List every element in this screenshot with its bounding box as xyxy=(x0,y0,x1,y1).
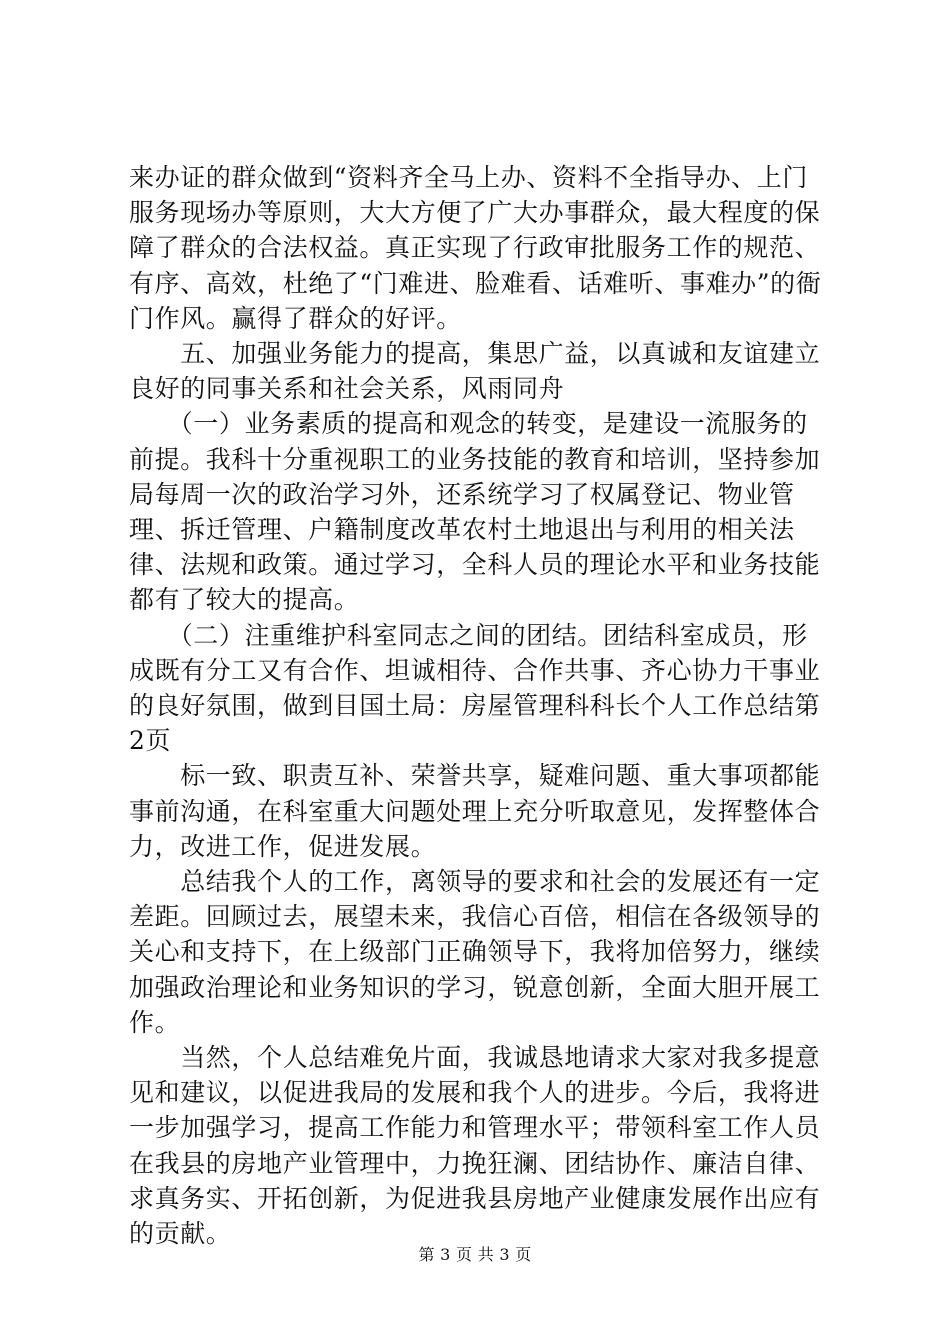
paragraph-7: 当然，个人总结难免片面，我诚恳地请求大家对我多提意见和建议，以促进我局的发展和我个人的进步。今后，我将进一步加强学习，提高工作能力和管理水平；带领科室工作人员在我县的房地产业管理中，力挽狂澜、团结协作、廉洁自律、求真务实、开拓创新，为促进我县房地产业健康发展作出应有的贡献。 xyxy=(129,1043,821,1249)
paragraph-3: （一）业务素质的提高和观念的转变，是建设一流服务的前提。我科十分重视职工的业务技能的教育和培训，坚持参加局每周一次的政治学习外，还系统学习了权属登记、物业管理、拆迁管理、户籍制度改革农村土地退出与利用的相关法律、法规和政策。通过学习，全科人员的理论水平和业务技能都有了较大的提高。 xyxy=(129,409,821,615)
document-body xyxy=(129,160,833,1251)
paragraph-1: 来办证的群众做到“资料齐全马上办、资料不全指导办、上门服务现场办等原则，大大方便了广大办事群众，最大程度的保障了群众的合法权益。真正实现了行政审批服务工作的规范、有序、高效，杜绝了“门难进、脸难看、话难听、事难办”的衙门作风。赢得了群众的好评。 xyxy=(129,163,822,333)
paragraph-5: 标一致、职责互补、荣誉共享，疑难问题、重大事项都能事前沟通，在科室重大问题处理上充分听取意见，发挥整体合力，改进工作，促进发展。 xyxy=(129,761,821,861)
paragraph-4: （二）注重维护科室同志之间的团结。团结科室成员，形成既有分工又有合作、坦诚相待、合作共事、齐心协力干事业的良好氛围，做到目国土局：房屋管理科科长个人工作总结第2页 xyxy=(129,620,821,756)
paragraph-6: 总结我个人的工作，离领导的要求和社会的发展还有一定差距。回顾过去，展望未来，我信心百倍，相信在各级领导的关心和支持下，在上级部门正确领导下，我将加倍努力，继续加强政治理论和业务知识的学习，锐意创新，全面大胆开展工作。 xyxy=(129,867,821,1037)
page-footer: 第 3 页 共 3 页 xyxy=(418,1245,532,1264)
paragraph-2: 五、加强业务能力的提高，集思广益，以真诚和友谊建立良好的同事关系和社会关系，风雨同舟 xyxy=(129,339,821,404)
